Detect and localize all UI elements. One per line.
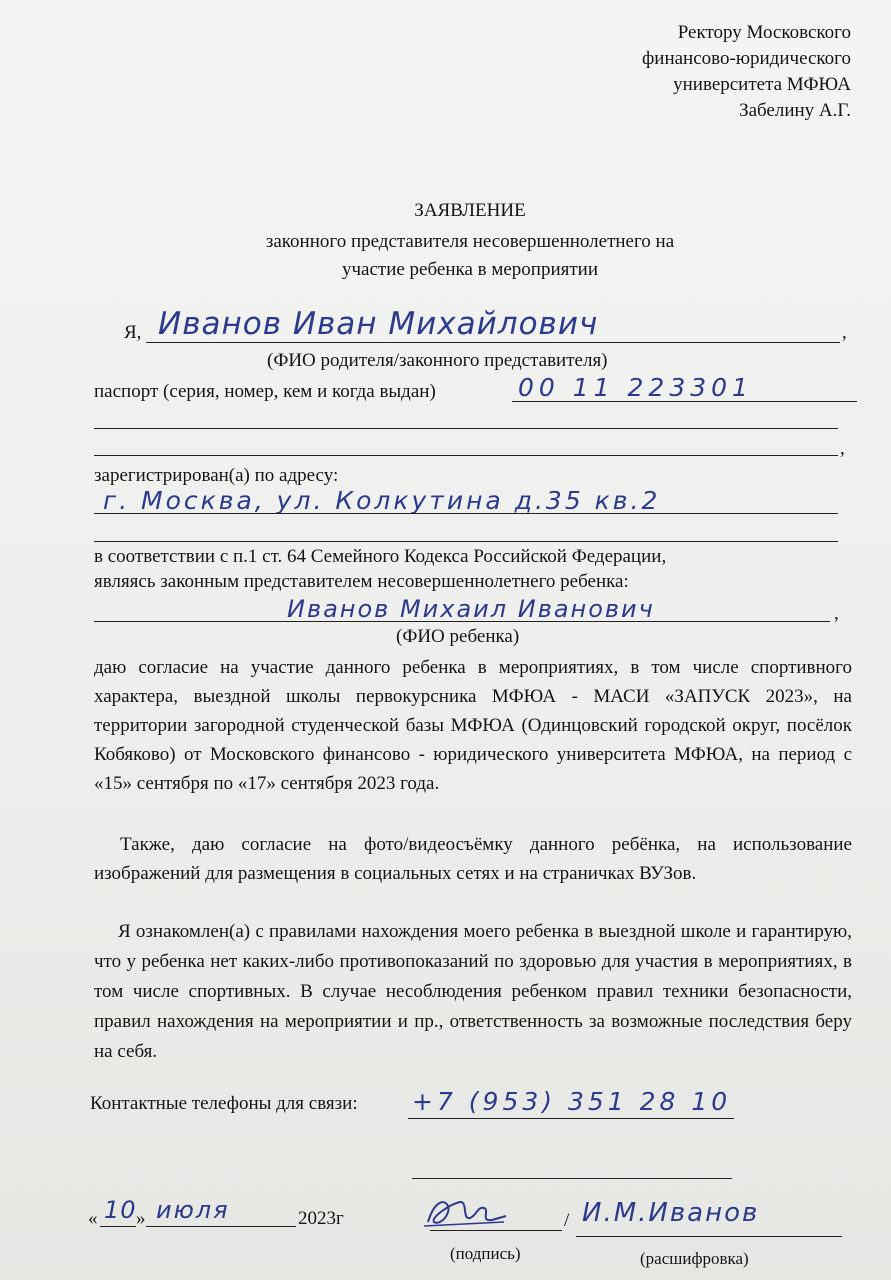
addressee-line-4: Забелину А.Г. — [739, 100, 851, 121]
parent-caption: (ФИО родителя/законного представителя) — [267, 350, 608, 371]
addressee-line-3: университета МФЮА — [673, 74, 851, 95]
signature-decoded-handwritten: И.М.Иванов — [582, 1198, 760, 1228]
addressee-line-2: финансово-юридического — [641, 48, 851, 69]
legal-basis-line-1: в соответствии с п.1 ст. 64 Семейного Кодекса Российской Федерации, — [94, 546, 667, 567]
address-line-1 — [94, 513, 838, 514]
date-open-quote: « — [88, 1208, 98, 1229]
consent-paragraph: даю согласие на участие данного ребенка в мероприятиях, в том числе спортивного характера, выездной школы первокурсника МФЮА - МАСИ «ЗАПУСК 2023», на территории загородной студенческой базы МФЮА (Одинцовский городской округ, посёлок Кобяково) от Московского финансово - юридического университета МФЮА, на период с «15» сентября по «17» сентября 2023 года. — [94, 657, 852, 794]
photo-consent-paragraph: Также, даю согласие на фото/видеосъёмку данного ребёнка, на использование изображений для размещения в социальных сетях и на страничках ВУЗов. — [94, 834, 852, 884]
addressee-line-1: Ректору Московского — [677, 22, 851, 43]
passport-value-handwritten: 00 11 223301 — [518, 373, 753, 402]
parent-name-comma: , — [842, 322, 847, 343]
signature-caption: (подпись) — [450, 1244, 521, 1263]
child-caption: (ФИО ребенка) — [396, 626, 520, 647]
decoded-caption: (расшифровка) — [640, 1249, 749, 1268]
document-subtitle-2: участие ребенка в мероприятии — [341, 259, 599, 280]
contact-label: Контактные телефоны для связи: — [90, 1093, 358, 1114]
address-value-handwritten: г. Москва, ул. Колкутина д.35 кв.2 — [103, 486, 661, 515]
date-year: 2023г — [298, 1208, 344, 1229]
passport-label: паспорт (серия, номер, кем и когда выдан) — [94, 381, 436, 402]
signature-separator: / — [564, 1210, 570, 1231]
parent-prefix: Я, — [124, 322, 142, 343]
passport-line-3 — [94, 455, 838, 456]
child-name-comma: , — [834, 603, 839, 624]
date-day-handwritten: 10 — [104, 1196, 137, 1224]
address-line-2 — [94, 541, 838, 542]
date-month-line — [146, 1226, 296, 1227]
address-label: зарегистрирован(а) по адресу: — [94, 465, 339, 486]
decoded-name-line — [576, 1236, 842, 1237]
signature-upper-line — [412, 1178, 732, 1179]
rules-paragraph: Я ознакомлен(а) с правилами нахождения моего ребенка в выездной школе и гарантирую, что у ребенка нет каких-либо противопоказаний по здоровью для участия в мероприятиях, в том числе спортивных. В случае несоблюдения ребенком правил техники безопасности, правил нахождения на мероприятии и пр., ответственность за возможные последствия беру на себя. — [94, 921, 852, 1062]
addressee-block — [642, 20, 851, 124]
date-month-handwritten: июля — [156, 1196, 230, 1224]
document-title: ЗАЯВЛЕНИЕ — [414, 200, 526, 221]
date-close-quote: » — [136, 1208, 146, 1229]
parent-name-handwritten: Иванов Иван Михайлович — [158, 306, 599, 342]
child-name-line — [94, 621, 830, 622]
parent-name-line — [146, 342, 840, 343]
child-name-handwritten: Иванов Михаил Иванович — [287, 595, 655, 623]
passport-comma: , — [840, 438, 845, 459]
date-day-line — [100, 1226, 136, 1227]
contact-line — [408, 1118, 734, 1119]
contact-phone-handwritten: +7 (953) 351 28 10 — [412, 1087, 732, 1116]
document-subtitle-1: законного представителя несовершеннолетнего на — [265, 231, 675, 252]
passport-line-2 — [94, 428, 838, 429]
signature-line — [430, 1230, 562, 1231]
legal-basis-line-2: являясь законным представителем несовершеннолетнего ребенка: — [94, 571, 629, 592]
